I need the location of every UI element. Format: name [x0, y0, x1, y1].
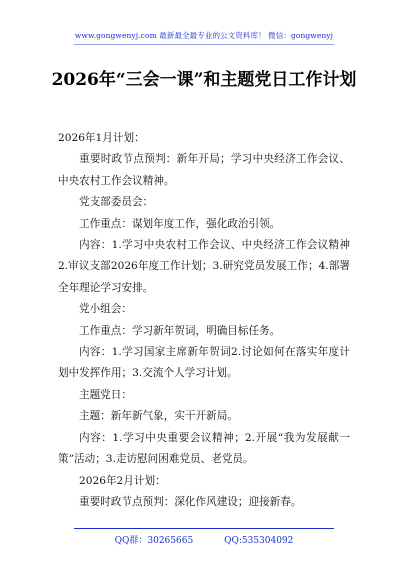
- site-header[interactable]: www.gongwenyj.com 最新最全最专业的公文资料库！ 微信：gongwenyj: [74, 31, 334, 40]
- paragraph: 主题：新年新气象，实干开新局。: [79, 410, 238, 423]
- header-divider: [74, 44, 334, 45]
- paragraph: 内容：1.学习中央农村工作会议、中央经济工作会议精神2.审议支部2026年度工作计划；3.研究党员发展工作；4.部署全年理论学习安排。: [58, 239, 350, 294]
- site-footer: [0, 533, 408, 546]
- paragraph: 2026年2月计划：: [79, 474, 166, 487]
- paragraph: 党支部委员会：: [79, 196, 154, 209]
- footer-divider: [74, 528, 334, 529]
- qq-group-link[interactable]: QQ群：30265665: [114, 536, 194, 546]
- document-body: [58, 128, 350, 513]
- paragraph: 2026年1月计划：: [58, 132, 145, 144]
- paragraph: 内容：1.学习中央重要会议精神；2.开展“我为发展献一策”活动；3.走访慰问困难党员、老党员。: [58, 431, 350, 466]
- paragraph: 重要时政节点预判：深化作风建设；迎接新春。: [79, 495, 302, 508]
- paragraph: 工作重点：学习新年贺词，明确目标任务。: [79, 324, 281, 337]
- paragraph: 党小组会：: [79, 303, 132, 316]
- paragraph: 主题党日：: [79, 388, 132, 401]
- paragraph: 工作重点：谋划年度工作，强化政治引领。: [79, 217, 281, 230]
- paragraph: 内容：1.学习国家主席新年贺词2.讨论如何在落实年度计划中发挥作用；3.交流个人学习计划。: [58, 346, 350, 380]
- document-title: 2026年“三会一课”和主题党日工作计划: [51, 70, 357, 90]
- paragraph: 重要时政节点预判：新年开局；学习中央经济工作会议、中央农村工作会议精神。: [58, 153, 350, 187]
- qq-contact-link[interactable]: QQ:535304092: [224, 536, 294, 546]
